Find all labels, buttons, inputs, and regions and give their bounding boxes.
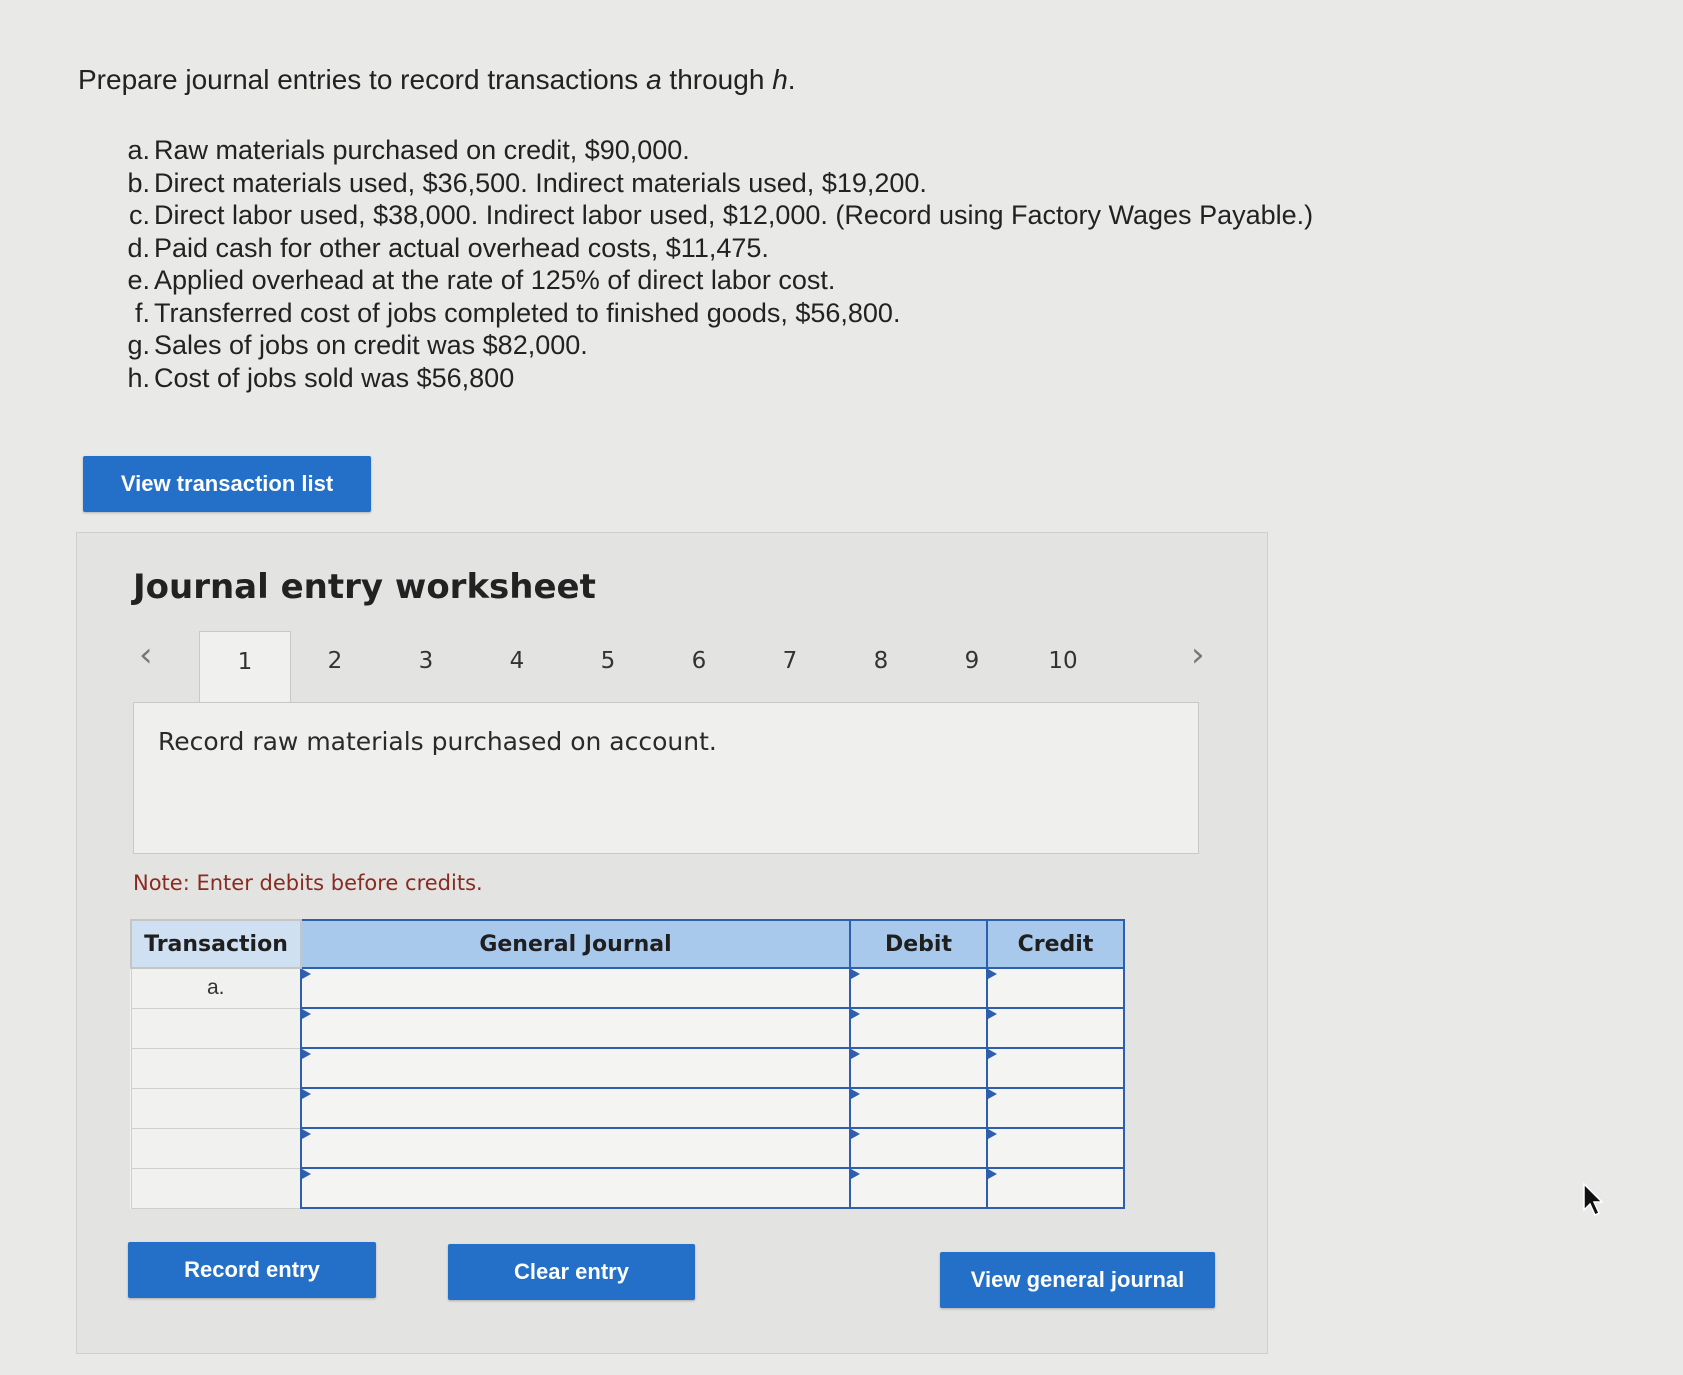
instruction-text: Record raw materials purchased on account. bbox=[158, 727, 717, 756]
account-select[interactable] bbox=[301, 1008, 850, 1048]
account-select[interactable] bbox=[301, 968, 850, 1008]
credit-input[interactable] bbox=[987, 1048, 1124, 1088]
debit-input[interactable] bbox=[850, 1008, 987, 1048]
account-select[interactable] bbox=[301, 1128, 850, 1168]
debit-input[interactable] bbox=[850, 1168, 987, 1208]
instruction-box bbox=[133, 702, 1199, 854]
view-transaction-list-button[interactable]: View transaction list bbox=[83, 456, 371, 512]
view-general-journal-button[interactable]: View general journal bbox=[940, 1252, 1215, 1308]
clear-entry-button[interactable]: Clear entry bbox=[448, 1244, 695, 1300]
table-row bbox=[131, 968, 1124, 1008]
tab-5[interactable]: 5 bbox=[600, 648, 616, 674]
account-select[interactable] bbox=[301, 1088, 850, 1128]
table-row bbox=[131, 1168, 1124, 1208]
debit-input[interactable] bbox=[850, 1088, 987, 1128]
tab-7[interactable]: 7 bbox=[782, 648, 798, 674]
transaction-cell bbox=[131, 1128, 301, 1168]
credit-input[interactable] bbox=[987, 1088, 1124, 1128]
transaction-cell bbox=[131, 1088, 301, 1128]
list-item: h. Cost of jobs sold was $56,800 bbox=[127, 362, 515, 393]
list-item: e. Applied overhead at the rate of 125% of direct labor cost. bbox=[127, 265, 836, 295]
tab-3[interactable]: 3 bbox=[418, 648, 434, 674]
debit-input[interactable] bbox=[850, 1128, 987, 1168]
debit-input[interactable] bbox=[850, 1048, 987, 1088]
worksheet-title: Journal entry worksheet bbox=[133, 567, 596, 607]
list-item: b. Direct materials used, $36,500. Indirect materials used, $19,200. bbox=[127, 167, 927, 198]
column-header-transaction: Transaction bbox=[131, 920, 301, 968]
tab-9[interactable]: 9 bbox=[964, 648, 980, 674]
column-header-credit: Credit bbox=[987, 920, 1124, 968]
credit-input[interactable] bbox=[987, 968, 1124, 1008]
table-row bbox=[131, 1128, 1124, 1168]
column-header-general-journal: General Journal bbox=[301, 920, 850, 968]
chevron-left-icon[interactable]: ‹ bbox=[139, 635, 153, 675]
journal-entry-worksheet bbox=[76, 532, 1268, 1354]
transaction-cell: a. bbox=[131, 968, 301, 1008]
credit-input[interactable] bbox=[987, 1128, 1124, 1168]
list-item: a. Raw materials purchased on credit, $90,000. bbox=[127, 135, 690, 165]
account-select[interactable] bbox=[301, 1048, 850, 1088]
record-entry-button[interactable]: Record entry bbox=[128, 1242, 376, 1298]
note-text: Note: Enter debits before credits. bbox=[133, 871, 483, 895]
list-item: g. Sales of jobs on credit was $82,000. bbox=[127, 330, 588, 360]
tab-4[interactable]: 4 bbox=[509, 648, 525, 674]
credit-input[interactable] bbox=[987, 1168, 1124, 1208]
column-header-debit: Debit bbox=[850, 920, 987, 968]
list-item: c. Direct labor used, $38,000. Indirect labor used, $12,000. (Record using Factory Wages Payable.) bbox=[128, 200, 1314, 230]
tab-1[interactable]: 1 bbox=[199, 631, 291, 704]
tab-6[interactable]: 6 bbox=[691, 648, 707, 674]
account-select[interactable] bbox=[301, 1168, 850, 1208]
chevron-right-icon[interactable]: › bbox=[1191, 635, 1205, 675]
table-row bbox=[131, 1088, 1124, 1128]
transaction-cell bbox=[131, 1168, 301, 1208]
list-item: d. Paid cash for other actual overhead costs, $11,475. bbox=[127, 232, 769, 263]
table-row bbox=[131, 1008, 1124, 1048]
prompt-heading: Prepare journal entries to record transactions a through h. bbox=[78, 64, 796, 95]
debit-input[interactable] bbox=[850, 968, 987, 1008]
transaction-list bbox=[118, 134, 1313, 394]
journal-table bbox=[130, 919, 1125, 1209]
table-row bbox=[131, 1048, 1124, 1088]
tab-2[interactable]: 2 bbox=[327, 648, 343, 674]
transaction-cell bbox=[131, 1008, 301, 1048]
transaction-cell bbox=[131, 1048, 301, 1088]
list-item: f. Transferred cost of jobs completed to finished goods, $56,800. bbox=[134, 297, 901, 328]
credit-input[interactable] bbox=[987, 1008, 1124, 1048]
mouse-pointer-icon bbox=[1582, 1182, 1608, 1218]
tab-8[interactable]: 8 bbox=[873, 648, 889, 674]
tab-10[interactable]: 10 bbox=[1048, 648, 1078, 674]
